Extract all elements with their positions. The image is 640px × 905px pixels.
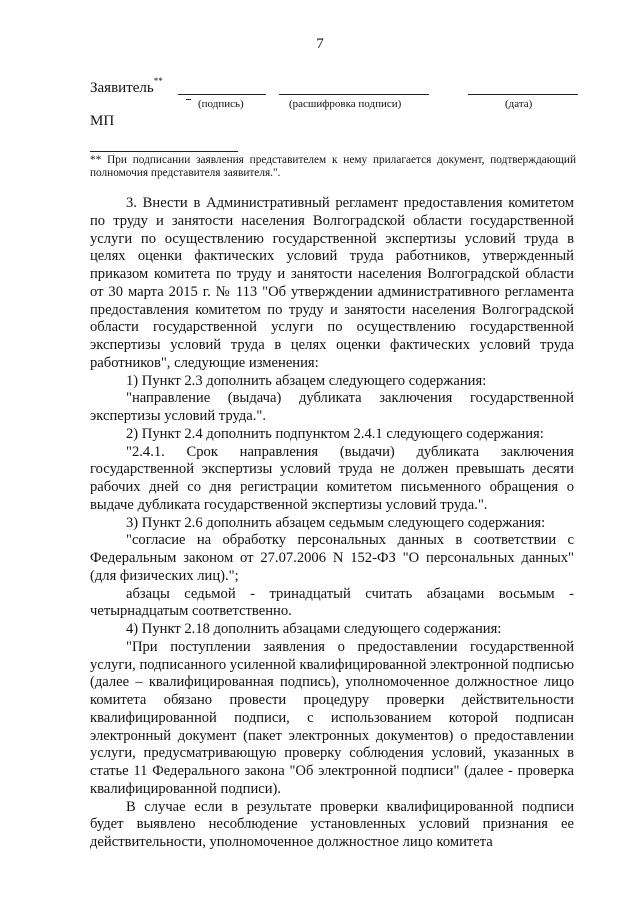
- signature-decoding-line: [279, 94, 429, 95]
- footnote-divider: [90, 151, 238, 152]
- footnote-text: При подписании заявления представителем к нему прилагается документ, подтверждающий полномочия представителя заявителя.".: [90, 154, 577, 179]
- signature-line: [178, 94, 266, 95]
- applicant-footnote-mark: **: [153, 76, 163, 86]
- paragraph-amendment-intro: 3. Внести в Административный регламент предоставления комитетом по труду и занятости населения Волгоградской области государственной услуги по осуществлению государственной экспертизы условий труда в целях оценки фактических условий труда работников, утвержденный приказом комитета по труду и занятости населения Волгоградской области от 30 марта 2015 г. № 113 "Об утверждении административного регламента предоставления комитетом по труду и занятости населения Волгоградской области государственной услуги по осуществлению государственной экспертизы условий труда в целях оценки фактических условий труда работников", следующие изменения:: [90, 195, 574, 371]
- paragraph-item-1-text: "направление (выдача) дубликата заключения государственной экспертизы условий труда.".: [90, 390, 574, 424]
- paragraph-item-1: 1) Пункт 2.3 дополнить абзацем следующего содержания:: [126, 372, 487, 389]
- page-number: 7: [316, 36, 324, 52]
- paragraph-item-3: 3) Пункт 2.6 дополнить абзацем седьмым следующего содержания:: [126, 514, 546, 531]
- document-body: [90, 195, 574, 852]
- paragraph-renumbering: абзацы седьмой - тринадцатый считать абзацами восьмым - четырнадцатым соответственно.: [90, 585, 574, 620]
- paragraph-item-4-text: "При поступлении заявления о предоставлении государственной услуги, подписанного усиленной квалифицированной электронной подписью (далее – квалифицированная подпись), уполномоченное должностное лицо комитета обязано провести процедуру проверки действительности квалифицированной подписи, с использованием которой подписан электронный документ (пакет электронных документов) о предоставлении услуги, предусматривающую проверку соблюдения условий, указанных в статье 11 Федерального закона "Об электронной подписи" (далее - проверка квалифицированной подписи).: [90, 638, 574, 797]
- seal-label: МП: [90, 113, 115, 129]
- paragraph-item-2-text: "2.4.1. Срок направления (выдачи) дубликата заключения государственной экспертизы условий труда не должен превышать десяти рабочих дней со дня регистрации комитетом письменного обращения о выдаче дубликата государственной экспертизы условий труда.".: [90, 443, 574, 513]
- paragraph-item-4-continuation: В случае если в результате проверки квалифицированной подписи будет выявлено несоблюдение установленных условий признания ее действительности, уполномоченное должностное лицо комитета: [90, 798, 574, 850]
- signature-decoding-caption: (расшифровка подписи): [289, 98, 402, 110]
- underscore-mark: [186, 99, 191, 100]
- footnote-mark: **: [90, 154, 102, 166]
- date-caption: (дата): [505, 98, 533, 110]
- signature-caption: (подпись): [198, 98, 244, 110]
- date-line: [468, 94, 578, 95]
- paragraph-item-3-text: "согласие на обработку персональных данных в соответствии с Федеральным законом от 27.07.2006 N 152-ФЗ "О персональных данных" (для физических лиц).";: [90, 532, 574, 584]
- applicant-label: Заявитель: [90, 80, 154, 96]
- applicant-label-line: [90, 78, 163, 97]
- footnote: [90, 154, 576, 180]
- paragraph-item-2: 2) Пункт 2.4 дополнить подпунктом 2.4.1 следующего содержания:: [126, 425, 544, 442]
- paragraph-item-4: 4) Пункт 2.18 дополнить абзацами следующего содержания:: [126, 621, 502, 637]
